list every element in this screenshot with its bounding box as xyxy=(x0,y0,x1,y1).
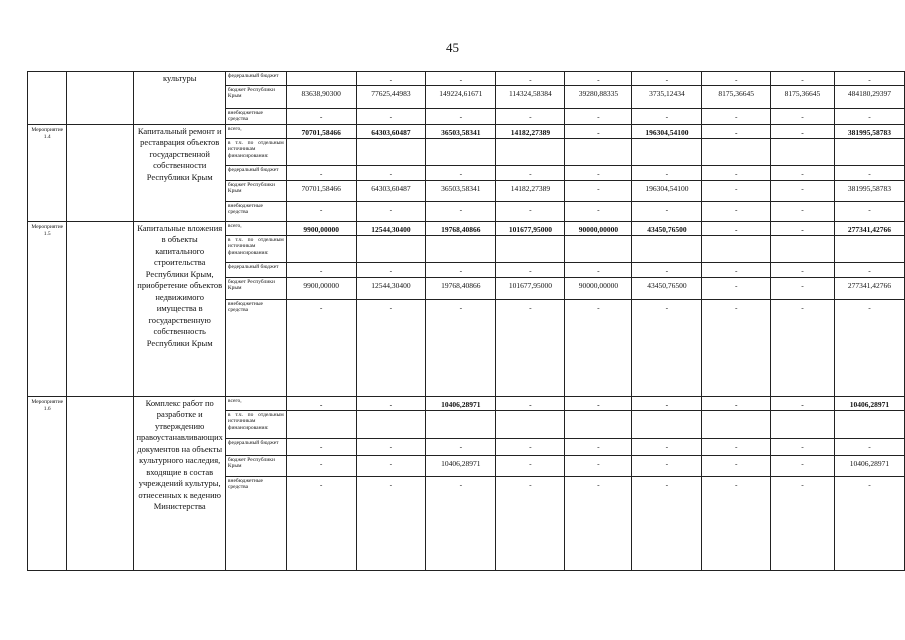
value-cell: 8175,36645 xyxy=(770,86,834,109)
value-cell: - xyxy=(426,201,496,221)
value-cell: - xyxy=(702,72,771,86)
value-cell: - xyxy=(834,165,904,180)
value-cell xyxy=(496,138,565,165)
value-cell: - xyxy=(702,476,771,570)
value-cell xyxy=(565,410,632,438)
value-cell: - xyxy=(496,262,565,277)
value-cell xyxy=(426,410,496,438)
value-cell xyxy=(286,138,356,165)
value-cell: - xyxy=(632,109,702,125)
value-cell: 381995,58783 xyxy=(834,124,904,138)
value-cell: 381995,58783 xyxy=(834,180,904,201)
value-cell: - xyxy=(426,165,496,180)
table-row xyxy=(28,396,905,410)
event-title-cell: Капитальные вложения в объекты капитального строительства Республики Крым, приобретение объектов недвижимого имущества в государственную собственность Республики Крым xyxy=(134,221,225,396)
value-cell: - xyxy=(565,165,632,180)
value-cell: 10406,28971 xyxy=(834,455,904,476)
value-cell xyxy=(496,235,565,262)
value-cell xyxy=(286,72,356,86)
value-cell: 10406,28971 xyxy=(426,455,496,476)
value-cell: 12544,30400 xyxy=(356,221,426,235)
value-cell: 114324,58384 xyxy=(496,86,565,109)
value-cell xyxy=(834,138,904,165)
value-cell xyxy=(702,410,771,438)
value-cell: - xyxy=(834,438,904,455)
value-cell: 9900,00000 xyxy=(286,221,356,235)
value-cell: - xyxy=(565,201,632,221)
value-cell: - xyxy=(496,201,565,221)
value-cell: - xyxy=(834,299,904,396)
value-cell: - xyxy=(565,455,632,476)
value-cell xyxy=(356,410,426,438)
value-cell: - xyxy=(286,299,356,396)
value-cell: 90000,00000 xyxy=(565,221,632,235)
value-cell: 196304,54100 xyxy=(632,124,702,138)
value-cell xyxy=(286,410,356,438)
funding-source-cell: внебюджетные средства xyxy=(225,201,286,221)
value-cell: - xyxy=(770,180,834,201)
value-cell: - xyxy=(770,72,834,86)
value-cell: - xyxy=(834,476,904,570)
value-cell: - xyxy=(702,455,771,476)
value-cell xyxy=(632,410,702,438)
value-cell: - xyxy=(286,109,356,125)
funding-source-cell: всего, xyxy=(225,124,286,138)
value-cell xyxy=(702,138,771,165)
funding-source-cell: в т.ч. по отдельным источникам финансирования: xyxy=(225,138,286,165)
value-cell: - xyxy=(565,109,632,125)
event-code-cell: Мероприятие 1.5 xyxy=(28,221,67,396)
value-cell: - xyxy=(702,201,771,221)
value-cell: 8175,36645 xyxy=(702,86,771,109)
value-cell: 36503,58341 xyxy=(426,124,496,138)
value-cell: - xyxy=(426,438,496,455)
funding-source-cell: бюджет Республики Крым xyxy=(225,277,286,299)
value-cell: - xyxy=(770,109,834,125)
value-cell: 90000,00000 xyxy=(565,277,632,299)
value-cell: 43450,76500 xyxy=(632,277,702,299)
value-cell: 9900,00000 xyxy=(286,277,356,299)
funding-source-cell: федеральный бюджет xyxy=(225,165,286,180)
value-cell: - xyxy=(426,262,496,277)
budget-table xyxy=(27,71,905,571)
table-row xyxy=(28,221,905,235)
event-code-cell xyxy=(28,72,67,125)
value-cell: - xyxy=(496,299,565,396)
responsible-cell xyxy=(67,221,134,396)
value-cell xyxy=(356,138,426,165)
value-cell: - xyxy=(632,262,702,277)
value-cell: 196304,54100 xyxy=(632,180,702,201)
value-cell: 70701,58466 xyxy=(286,180,356,201)
value-cell: 277341,42766 xyxy=(834,277,904,299)
value-cell: - xyxy=(770,277,834,299)
funding-source-cell: бюджет Республики Крым xyxy=(225,86,286,109)
value-cell: 19768,40866 xyxy=(426,221,496,235)
event-code-cell: Мероприятие 1.6 xyxy=(28,396,67,570)
funding-source-cell: всего, xyxy=(225,396,286,410)
value-cell: 43450,76500 xyxy=(632,221,702,235)
funding-source-cell: внебюджетные средства xyxy=(225,476,286,570)
value-cell: 14182,27389 xyxy=(496,180,565,201)
value-cell xyxy=(702,235,771,262)
funding-source-cell: бюджет Республики Крым xyxy=(225,455,286,476)
value-cell: 70701,58466 xyxy=(286,124,356,138)
value-cell: - xyxy=(632,299,702,396)
value-cell: - xyxy=(632,455,702,476)
value-cell: - xyxy=(632,165,702,180)
value-cell: - xyxy=(356,396,426,410)
value-cell: - xyxy=(286,262,356,277)
value-cell xyxy=(565,138,632,165)
value-cell: - xyxy=(770,438,834,455)
funding-source-cell: федеральный бюджет xyxy=(225,262,286,277)
value-cell: - xyxy=(702,277,771,299)
value-cell: - xyxy=(632,201,702,221)
value-cell: - xyxy=(565,396,632,410)
value-cell xyxy=(632,235,702,262)
value-cell xyxy=(496,410,565,438)
value-cell: - xyxy=(702,299,771,396)
responsible-cell xyxy=(67,72,134,125)
value-cell: - xyxy=(286,455,356,476)
value-cell: - xyxy=(356,109,426,125)
value-cell: - xyxy=(286,165,356,180)
value-cell: - xyxy=(632,476,702,570)
value-cell: 101677,95000 xyxy=(496,277,565,299)
responsible-cell xyxy=(67,124,134,221)
value-cell: - xyxy=(496,455,565,476)
value-cell: 14182,27389 xyxy=(496,124,565,138)
value-cell: 39280,88335 xyxy=(565,86,632,109)
value-cell: - xyxy=(702,180,771,201)
event-title-cell: Комплекс работ по разработке и утверждению правоустанавливающих документов на объекты культурного наследия, входящие в состав учреждений культуры, отнесенных к ведению Министерства xyxy=(134,396,225,570)
value-cell xyxy=(426,235,496,262)
value-cell: - xyxy=(702,221,771,235)
table-row xyxy=(28,124,905,138)
value-cell: 277341,42766 xyxy=(834,221,904,235)
responsible-cell xyxy=(67,396,134,570)
value-cell: - xyxy=(770,165,834,180)
value-cell: - xyxy=(356,201,426,221)
value-cell: 64303,60487 xyxy=(356,180,426,201)
value-cell xyxy=(770,235,834,262)
value-cell: - xyxy=(496,165,565,180)
value-cell: - xyxy=(496,396,565,410)
value-cell: 64303,60487 xyxy=(356,124,426,138)
value-cell: 83638,90300 xyxy=(286,86,356,109)
funding-source-cell: всего, xyxy=(225,221,286,235)
value-cell: - xyxy=(356,262,426,277)
value-cell: 77625,44983 xyxy=(356,86,426,109)
table-row xyxy=(28,72,905,86)
value-cell: - xyxy=(834,201,904,221)
page-number: 45 xyxy=(446,40,459,55)
value-cell: 484180,29397 xyxy=(834,86,904,109)
value-cell: - xyxy=(426,299,496,396)
value-cell: - xyxy=(496,72,565,86)
value-cell: - xyxy=(286,438,356,455)
value-cell: - xyxy=(286,396,356,410)
value-cell: - xyxy=(834,109,904,125)
value-cell: - xyxy=(286,476,356,570)
value-cell: - xyxy=(356,455,426,476)
value-cell: - xyxy=(496,109,565,125)
value-cell xyxy=(770,410,834,438)
value-cell: - xyxy=(565,299,632,396)
event-code-cell: Мероприятие 1.4 xyxy=(28,124,67,221)
value-cell: - xyxy=(426,476,496,570)
value-cell: - xyxy=(632,396,702,410)
value-cell xyxy=(286,235,356,262)
funding-source-cell: федеральный бюджет xyxy=(225,438,286,455)
value-cell: - xyxy=(565,72,632,86)
value-cell: - xyxy=(834,72,904,86)
value-cell: - xyxy=(356,476,426,570)
event-title-cell: Капитальный ремонт и реставрация объектов государственной собственности Республики Крым xyxy=(134,124,225,221)
funding-source-cell: бюджет Республики Крым xyxy=(225,180,286,201)
value-cell: 149224,61671 xyxy=(426,86,496,109)
value-cell: - xyxy=(834,262,904,277)
value-cell: - xyxy=(632,72,702,86)
value-cell: - xyxy=(565,476,632,570)
value-cell: 36503,58341 xyxy=(426,180,496,201)
value-cell: - xyxy=(702,438,771,455)
value-cell: - xyxy=(426,109,496,125)
funding-source-cell: федеральный бюджет xyxy=(225,72,286,86)
value-cell: - xyxy=(356,438,426,455)
value-cell: - xyxy=(770,455,834,476)
value-cell: 101677,95000 xyxy=(496,221,565,235)
value-cell: - xyxy=(770,201,834,221)
value-cell: 10406,28971 xyxy=(834,396,904,410)
value-cell xyxy=(632,138,702,165)
value-cell xyxy=(834,235,904,262)
value-cell: - xyxy=(770,396,834,410)
value-cell: - xyxy=(632,438,702,455)
value-cell: - xyxy=(356,72,426,86)
value-cell: - xyxy=(496,438,565,455)
value-cell: - xyxy=(565,180,632,201)
value-cell: - xyxy=(702,124,771,138)
value-cell: 19768,40866 xyxy=(426,277,496,299)
funding-source-cell: в т.ч. по отдельным источникам финансирования: xyxy=(225,235,286,262)
funding-source-cell: внебюджетные средства xyxy=(225,109,286,125)
event-title-cell: культуры xyxy=(134,72,225,125)
value-cell: - xyxy=(286,201,356,221)
value-cell: - xyxy=(770,124,834,138)
value-cell: - xyxy=(702,109,771,125)
value-cell xyxy=(356,235,426,262)
value-cell: - xyxy=(770,262,834,277)
value-cell: 12544,30400 xyxy=(356,277,426,299)
funding-source-cell: внебюджетные средства xyxy=(225,299,286,396)
value-cell: - xyxy=(426,72,496,86)
value-cell: - xyxy=(702,165,771,180)
funding-source-cell: в т.ч. по отдельным источникам финансирования: xyxy=(225,410,286,438)
value-cell: 10406,28971 xyxy=(426,396,496,410)
value-cell xyxy=(565,235,632,262)
value-cell: 3735,12434 xyxy=(632,86,702,109)
value-cell xyxy=(426,138,496,165)
value-cell: - xyxy=(565,438,632,455)
value-cell: - xyxy=(702,396,771,410)
value-cell xyxy=(834,410,904,438)
value-cell: - xyxy=(770,476,834,570)
value-cell: - xyxy=(356,165,426,180)
value-cell: - xyxy=(565,262,632,277)
value-cell xyxy=(770,138,834,165)
value-cell: - xyxy=(496,476,565,570)
value-cell: - xyxy=(356,299,426,396)
value-cell: - xyxy=(770,299,834,396)
value-cell: - xyxy=(565,124,632,138)
value-cell: - xyxy=(702,262,771,277)
value-cell: - xyxy=(770,221,834,235)
